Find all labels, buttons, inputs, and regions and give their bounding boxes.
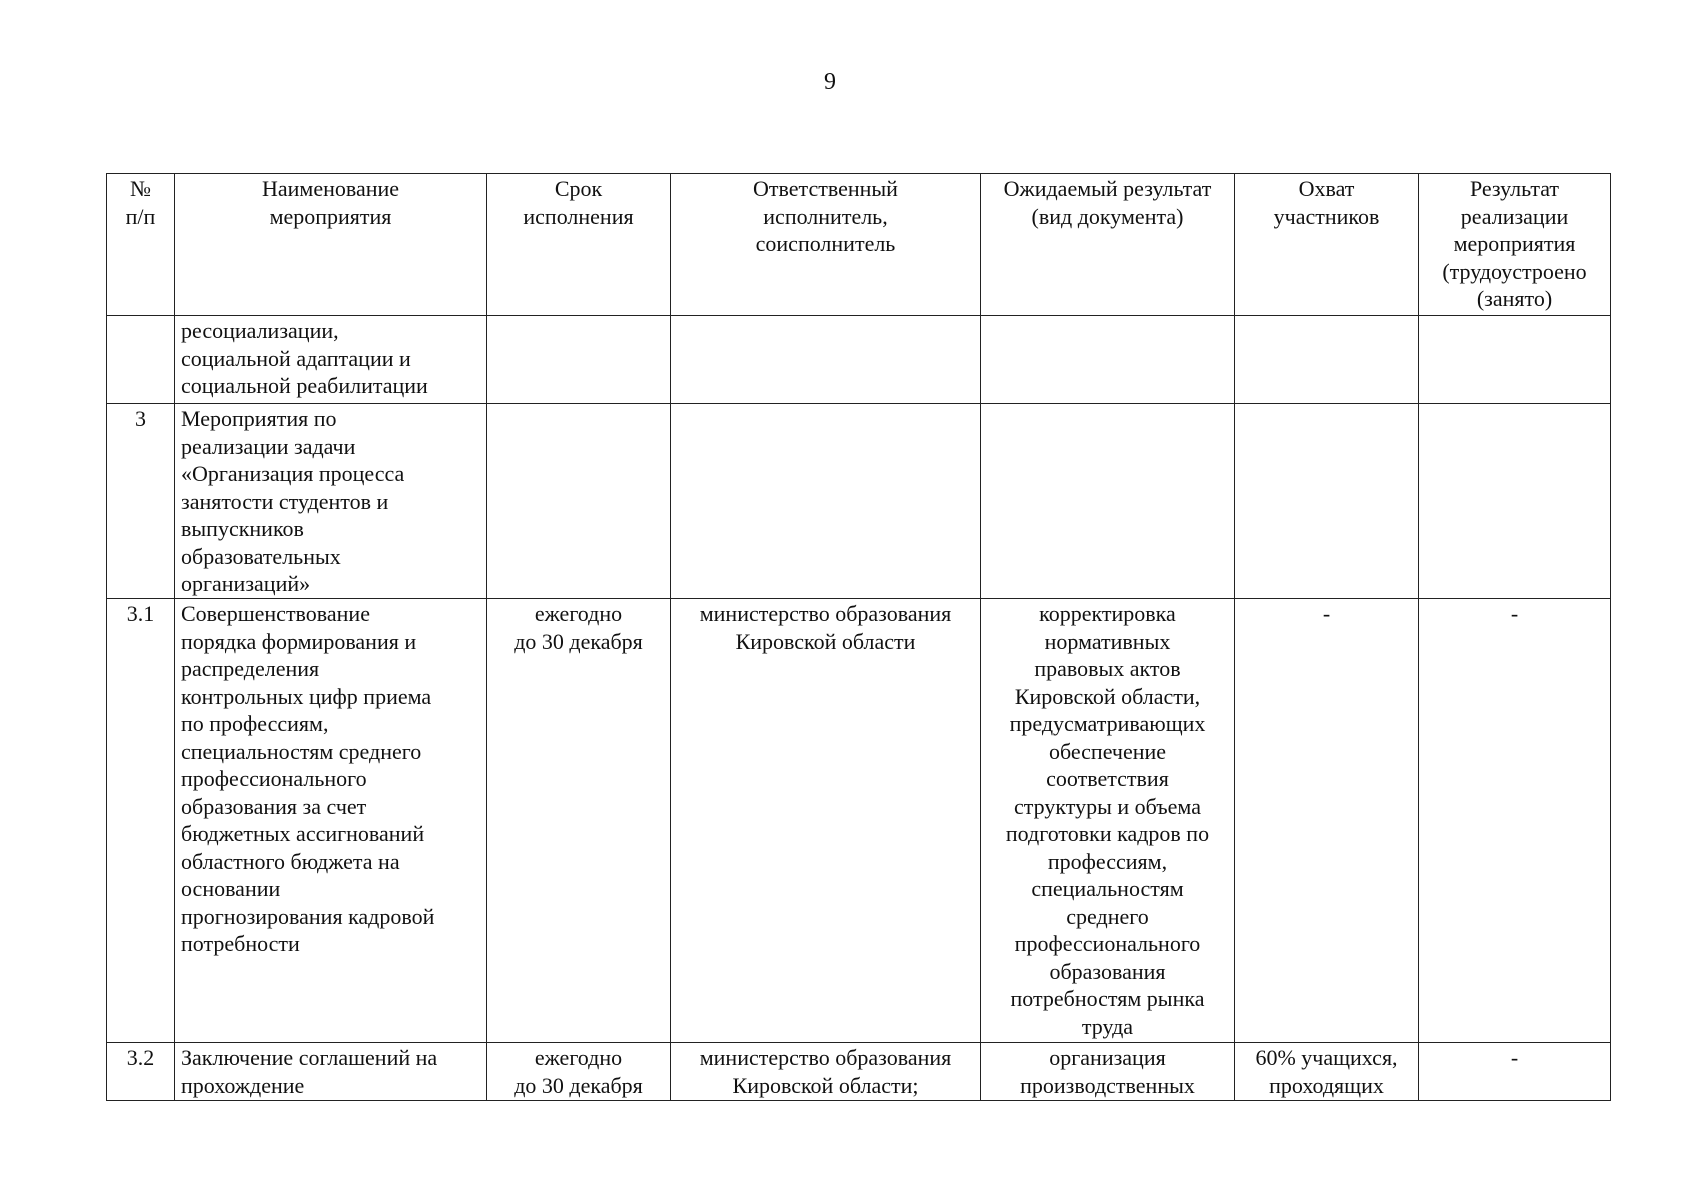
header-executor: Ответственный исполнитель, соисполнитель <box>671 174 981 316</box>
row-coverage <box>1235 316 1419 404</box>
header-number: № п/п <box>107 174 175 316</box>
header-deadline: Срок исполнения <box>487 174 671 316</box>
row-executor: министерство образования Кировской области; <box>671 1043 981 1101</box>
row-coverage: - <box>1235 599 1419 1043</box>
row-activity-name: Заключение соглашений на прохождение <box>175 1043 487 1101</box>
row-expected-result <box>981 404 1235 599</box>
row-executor: министерство образования Кировской области <box>671 599 981 1043</box>
row-outcome: - <box>1419 1043 1611 1101</box>
table-row <box>107 1043 1611 1101</box>
table-row <box>107 316 1611 404</box>
header-outcome: Результат реализации мероприятия (трудоустроено (занято) <box>1419 174 1611 316</box>
row-activity-name: Мероприятия по реализации задачи «Организация процесса занятости студентов и выпускников образовательных организаций» <box>175 404 487 599</box>
row-activity-name: Совершенствование порядка формирования и распределения контрольных цифр приема по профессиям, специальностям среднего профессионального образования за счет бюджетных ассигнований областного бюджета на основании прогнозирования кадровой потребности <box>175 599 487 1043</box>
table-row <box>107 599 1611 1043</box>
row-expected-result: корректировка нормативных правовых актов Кировской области, предусматривающих обеспечение соответствия структуры и объема подготовки кадров по профессиям, специальностям среднего профессионального образования потребностям рынка труда <box>981 599 1235 1043</box>
row-deadline: ежегодно до 30 декабря <box>487 599 671 1043</box>
activities-table <box>106 173 1611 1101</box>
row-coverage: 60% учащихся, проходящих <box>1235 1043 1419 1101</box>
row-deadline: ежегодно до 30 декабря <box>487 1043 671 1101</box>
row-deadline <box>487 404 671 599</box>
header-expected-result: Ожидаемый результат (вид документа) <box>981 174 1235 316</box>
row-outcome <box>1419 404 1611 599</box>
row-outcome <box>1419 316 1611 404</box>
header-activity-name: Наименование мероприятия <box>175 174 487 316</box>
row-expected-result <box>981 316 1235 404</box>
table-header-row <box>107 174 1611 316</box>
page-number: 9 <box>824 69 836 95</box>
row-number: 3.2 <box>107 1043 175 1101</box>
row-executor <box>671 404 981 599</box>
row-expected-result: организация производственных <box>981 1043 1235 1101</box>
row-number: 3 <box>107 404 175 599</box>
row-number <box>107 316 175 404</box>
row-activity-name: ресоциализации, социальной адаптации и социальной реабилитации <box>175 316 487 404</box>
row-deadline <box>487 316 671 404</box>
row-outcome: - <box>1419 599 1611 1043</box>
row-executor <box>671 316 981 404</box>
row-number: 3.1 <box>107 599 175 1043</box>
header-coverage: Охват участников <box>1235 174 1419 316</box>
row-coverage <box>1235 404 1419 599</box>
table-row <box>107 404 1611 599</box>
